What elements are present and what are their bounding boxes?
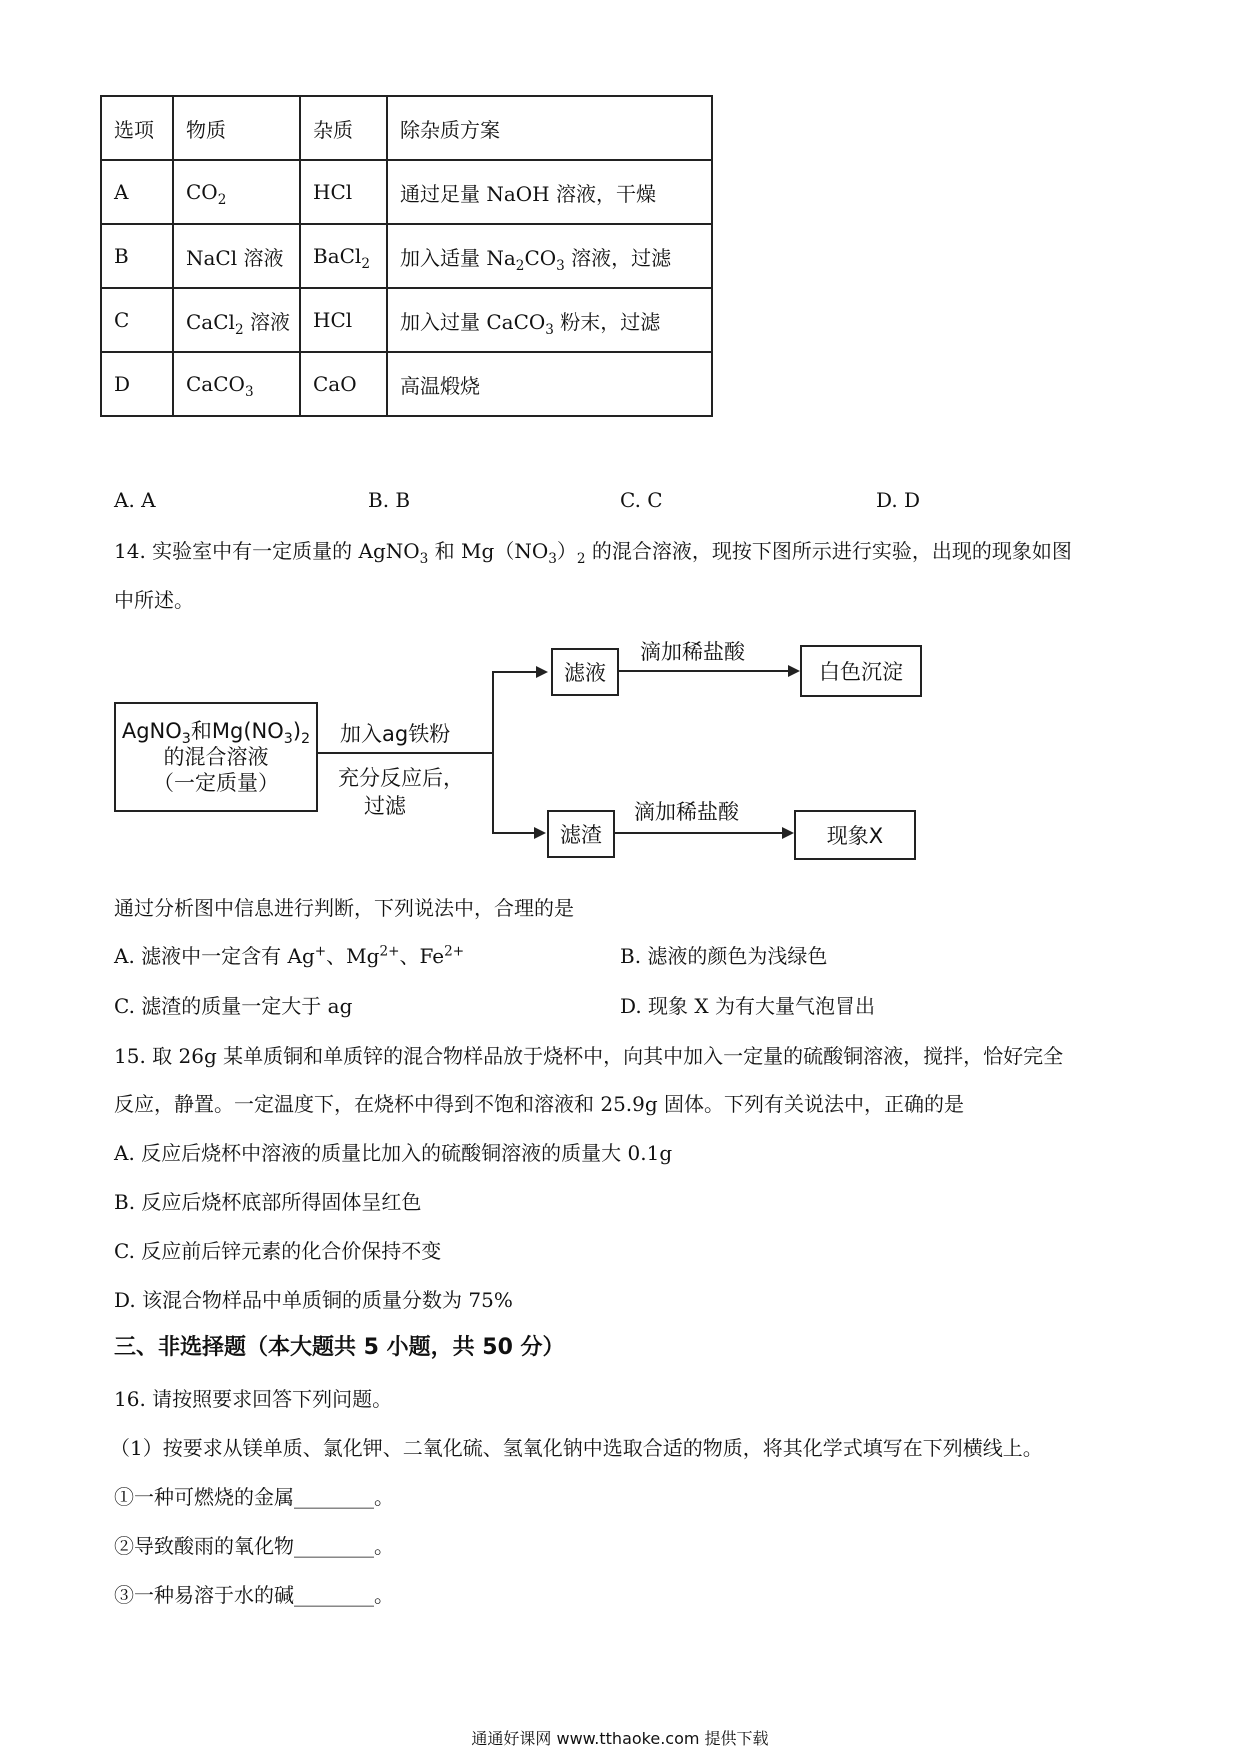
options-table	[100, 95, 713, 417]
arrow-right-icon	[536, 666, 548, 678]
q16-part1: （1）按要求从镁单质、氯化钾、二氧化硫、氢氧化钠中选取合适的物质，将其化学式填写在下列横线上。	[110, 1436, 1043, 1460]
q15-choice-c[interactable]: C. 反应前后锌元素的化合价保持不变	[114, 1239, 442, 1263]
cell-substance: CaCl$_2$ 溶液	[173, 288, 300, 352]
q15-choice-a[interactable]: A. 反应后烧杯中溶液的质量比加入的硫酸铜溶液的质量大 0.1g	[114, 1141, 673, 1165]
bottom-acid-line	[613, 832, 784, 834]
start-box-line3: （一定质量）	[153, 771, 279, 796]
table-row	[101, 160, 712, 224]
table-header-row	[101, 96, 712, 160]
table-row	[101, 224, 712, 288]
residue-box: 滤渣	[547, 810, 615, 858]
branch-vertical-line	[492, 671, 494, 834]
q16-item3: ③一种易溶于水的碱________。	[114, 1583, 394, 1607]
q15-stem-line1: 15. 取 26g 某单质铜和单质锌的混合物样品放于烧杯中，向其中加入一定量的硫酸铜溶液，搅拌，恰好完全	[114, 1044, 1064, 1068]
q14-choice-b[interactable]: B. 滤液的颜色为浅绿色	[620, 944, 828, 968]
start-solution-box	[114, 702, 318, 812]
q16-stem: 16. 请按照要求回答下列问题。	[114, 1387, 393, 1411]
cell-impurity: HCl	[300, 160, 387, 224]
cell-option: D	[101, 352, 173, 416]
cell-option: C	[101, 288, 173, 352]
q14-choice-a[interactable]: A. 滤液中一定含有 Ag+、$Mg^{2+}$、$Fe^{2+}$	[114, 943, 465, 968]
arrow-right-icon	[534, 827, 546, 839]
step-add-iron-label: 加入ag铁粉	[340, 722, 451, 746]
cell-option: B	[101, 224, 173, 288]
cell-impurity: HCl	[300, 288, 387, 352]
table-row	[101, 288, 712, 352]
q14-stem-line2: 中所述。	[114, 588, 194, 612]
cell-plan: 加入过量 CaCO$_3$ 粉末，过滤	[387, 288, 712, 352]
cell-plan: 加入适量 $Na_2CO_3$ 溶液，过滤	[387, 224, 712, 288]
q14-stem-line1: 14. 实验室中有一定质量的 AgNO$_3$ 和 $Mg(NO_3)_2$ 的混合溶液，现按下图所示进行实验，出现的现象如图	[114, 539, 1072, 567]
header-substance: 物质	[173, 96, 300, 160]
q13-choice-a[interactable]: A. A	[114, 488, 156, 512]
cell-plan: 高温煅烧	[387, 352, 712, 416]
arrow-right-icon	[782, 827, 794, 839]
cell-impurity: BaCl$_2$	[300, 224, 387, 288]
header-option: 选项	[101, 96, 173, 160]
cell-substance: $CO_2$	[173, 160, 300, 224]
step-react-label: 充分反应后，	[338, 766, 464, 790]
q14-choice-d[interactable]: D. 现象 X 为有大量气泡冒出	[620, 994, 875, 1018]
bottom-acid-label: 滴加稀盐酸	[634, 800, 739, 824]
q14-choice-c[interactable]: C. 滤渣的质量一定大于 ag	[114, 994, 353, 1018]
start-box-line2: 的混合溶液	[163, 744, 269, 769]
cell-impurity: CaO	[300, 352, 387, 416]
q16-item2: ②导致酸雨的氧化物________。	[114, 1534, 394, 1558]
main-connector-line	[316, 752, 494, 754]
q14-question: 通过分析图中信息进行判断，下列说法中，合理的是	[114, 896, 574, 920]
q13-choice-c[interactable]: C. C	[620, 488, 663, 512]
white-precipitate-box: 白色沉淀	[800, 645, 922, 697]
q15-choice-b[interactable]: B. 反应后烧杯底部所得固体呈红色	[114, 1190, 422, 1214]
arrow-right-icon	[788, 665, 800, 677]
q13-choice-d[interactable]: D. D	[876, 488, 921, 512]
section-3-title: 三、非选择题（本大题共 5 小题，共 50 分）	[114, 1335, 565, 1360]
page-footer: 通通好课网 www.tthaoke.com 提供下载	[471, 1729, 769, 1748]
cell-option: A	[101, 160, 173, 224]
q15-choice-d[interactable]: D. 该混合物样品中单质铜的质量分数为 75%	[114, 1288, 513, 1312]
q13-choice-b[interactable]: B. B	[368, 488, 411, 512]
options-table-body	[101, 96, 712, 416]
cell-plan: 通过足量 NaOH 溶液，干燥	[387, 160, 712, 224]
q16-item1: ①一种可燃烧的金属________。	[114, 1485, 394, 1509]
phenomenon-x-box: 现象X	[794, 810, 916, 860]
table-row	[101, 352, 712, 416]
filtrate-box: 滤液	[551, 648, 619, 696]
branch-top-line	[492, 671, 538, 673]
top-acid-label: 滴加稀盐酸	[640, 640, 745, 664]
header-impurity: 杂质	[300, 96, 387, 160]
cell-substance: NaCl 溶液	[173, 224, 300, 288]
q15-stem-line2: 反应，静置。一定温度下，在烧杯中得到不饱和溶液和 25.9g 固体。下列有关说法中，正确的是	[114, 1092, 965, 1116]
header-plan: 除杂质方案	[387, 96, 712, 160]
top-acid-line	[617, 670, 790, 672]
start-box-line1: AgNO$_3$和$Mg(NO_3)_2$	[121, 718, 311, 747]
step-filter-label: 过滤	[364, 794, 406, 818]
branch-bottom-line	[492, 832, 536, 834]
cell-substance: CaCO$_3$	[173, 352, 300, 416]
